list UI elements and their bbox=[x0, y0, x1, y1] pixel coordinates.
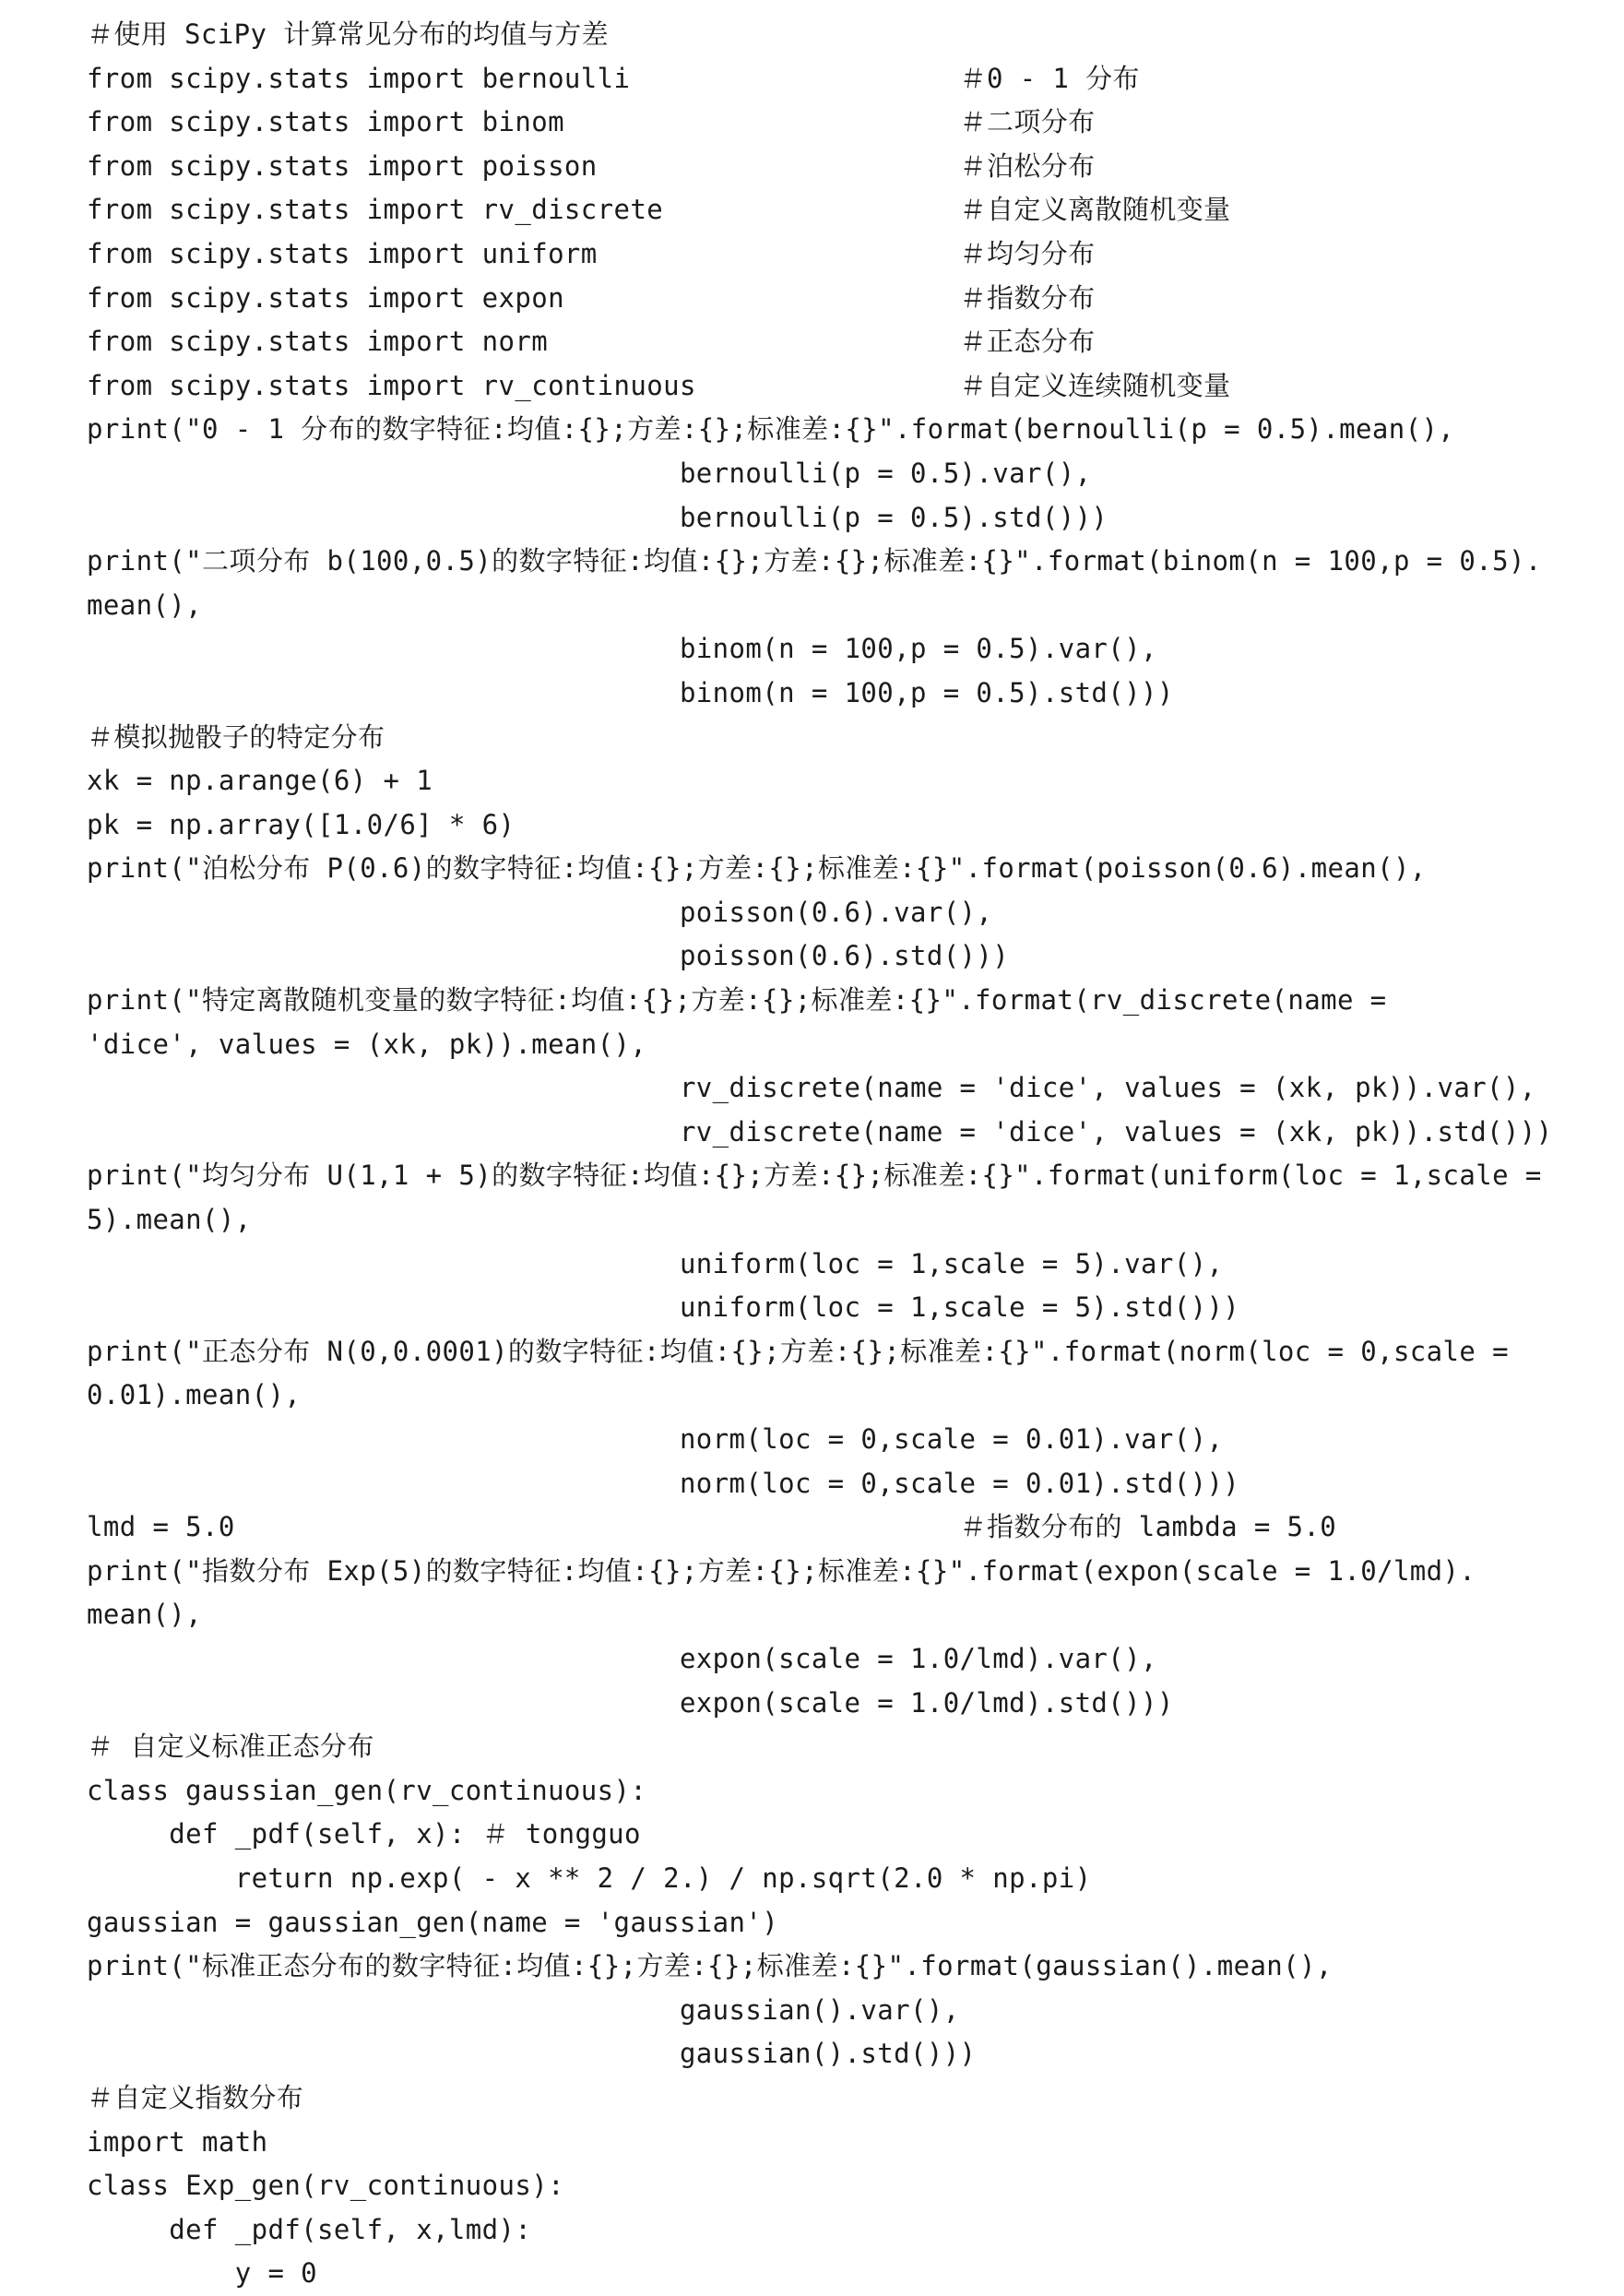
code-line: mean(), bbox=[87, 589, 203, 621]
code-line: import math bbox=[87, 2125, 268, 2158]
code-line: print("标准正态分布的数字特征:均值:{};方差:{};标准差:{}".format(gaussian().mean(), bbox=[87, 1950, 1333, 1982]
code-line: from scipy.stats import bernoulli ＃0 - 1 分布 bbox=[87, 62, 1140, 94]
code-line: poisson(0.6).var(), bbox=[87, 896, 993, 928]
code-listing bbox=[87, 13, 1618, 2296]
code-line: expon(scale = 1.0/lmd).var(), bbox=[87, 1642, 1157, 1674]
code-line: from scipy.stats import rv_discrete ＃自定义离散随机变量 bbox=[87, 194, 1231, 226]
code-line: binom(n = 100,p = 0.5).var(), bbox=[87, 633, 1157, 665]
code-line: 'dice', values = (xk, pk)).mean(), bbox=[87, 1028, 647, 1060]
code-line: class gaussian_gen(rv_continuous): bbox=[87, 1774, 647, 1806]
code-line: lmd = 5.0 ＃指数分布的 lambda = 5.0 bbox=[87, 1511, 1337, 1543]
code-line: bernoulli(p = 0.5).std())) bbox=[87, 501, 1108, 533]
code-line: def _pdf(self, x,lmd): bbox=[87, 2213, 532, 2245]
code-line: expon(scale = 1.0/lmd).std())) bbox=[87, 1686, 1174, 1719]
code-line: from scipy.stats import expon ＃指数分布 bbox=[87, 281, 1096, 314]
code-line: rv_discrete(name = 'dice', values = (xk, pk)).std())) bbox=[87, 1115, 1553, 1148]
code-line: xk = np.arange(6) + 1 bbox=[87, 765, 433, 797]
code-line: return np.exp( - x ** 2 / 2.) / np.sqrt(2.0 * np.pi) bbox=[87, 1862, 1092, 1894]
code-line: ＃使用 SciPy 计算常见分布的均值与方差 bbox=[87, 18, 610, 50]
code-line: print("特定离散随机变量的数字特征:均值:{};方差:{};标准差:{}".format(rv_discrete(name = bbox=[87, 984, 1387, 1017]
code-line: gaussian().var(), bbox=[87, 1993, 960, 2026]
code-line: norm(loc = 0,scale = 0.01).std())) bbox=[87, 1467, 1240, 1499]
code-line: mean(), bbox=[87, 1599, 203, 1631]
code-line: ＃模拟抛骰子的特定分布 bbox=[87, 720, 385, 753]
code-line: from scipy.stats import rv_continuous ＃自定义连续随机变量 bbox=[87, 369, 1231, 401]
code-line: bernoulli(p = 0.5).var(), bbox=[87, 457, 1092, 489]
code-line: from scipy.stats import poisson ＃泊松分布 bbox=[87, 149, 1096, 182]
code-line: print("正态分布 N(0,0.0001)的数字特征:均值:{};方差:{};标准差:{}".format(norm(loc = 0,scale = bbox=[87, 1335, 1509, 1367]
code-line: print("泊松分布 P(0.6)的数字特征:均值:{};方差:{};标准差:{}".format(poisson(0.6).mean(), bbox=[87, 852, 1427, 885]
code-line: ＃自定义指数分布 bbox=[87, 2081, 304, 2113]
code-line: poisson(0.6).std())) bbox=[87, 940, 1010, 972]
code-line: rv_discrete(name = 'dice', values = (xk, pk)).var(), bbox=[87, 1072, 1536, 1104]
code-line: print("二项分布 b(100,0.5)的数字特征:均值:{};方差:{};标准差:{}".format(binom(n = 100,p = 0.5). bbox=[87, 545, 1542, 577]
code-line: from scipy.stats import binom ＃二项分布 bbox=[87, 106, 1096, 138]
code-line: from scipy.stats import norm ＃正态分布 bbox=[87, 326, 1096, 358]
code-line: y = 0 bbox=[87, 2257, 318, 2290]
code-line: print("指数分布 Exp(5)的数字特征:均值:{};方差:{};标准差:{}".format(expon(scale = 1.0/lmd). bbox=[87, 1554, 1476, 1587]
code-line: 5).mean(), bbox=[87, 1204, 252, 1236]
code-line: class Exp_gen(rv_continuous): bbox=[87, 2170, 564, 2202]
code-line: ＃ 自定义标准正态分布 bbox=[87, 1731, 374, 1763]
code-line: print("均匀分布 U(1,1 + 5)的数字特征:均值:{};方差:{};标准差:{}".format(uniform(loc = 1,scale = bbox=[87, 1160, 1542, 1192]
code-line: norm(loc = 0,scale = 0.01).var(), bbox=[87, 1423, 1224, 1455]
code-line: gaussian = gaussian_gen(name = 'gaussian') bbox=[87, 1906, 779, 1938]
code-line: gaussian().std())) bbox=[87, 2038, 977, 2070]
code-line: 0.01).mean(), bbox=[87, 1379, 302, 1411]
code-line: binom(n = 100,p = 0.5).std())) bbox=[87, 676, 1174, 708]
code-line: uniform(loc = 1,scale = 5).std())) bbox=[87, 1291, 1240, 1324]
code-line: print("0 - 1 分布的数字特征:均值:{};方差:{};标准差:{}".format(bernoulli(p = 0.5).mean(), bbox=[87, 413, 1455, 446]
code-line: uniform(loc = 1,scale = 5).var(), bbox=[87, 1247, 1224, 1279]
code-line: def _pdf(self, x): ＃ tongguo bbox=[87, 1818, 641, 1850]
code-line: pk = np.array([1.0/6] * 6) bbox=[87, 808, 516, 840]
code-line: from scipy.stats import uniform ＃均匀分布 bbox=[87, 237, 1096, 269]
